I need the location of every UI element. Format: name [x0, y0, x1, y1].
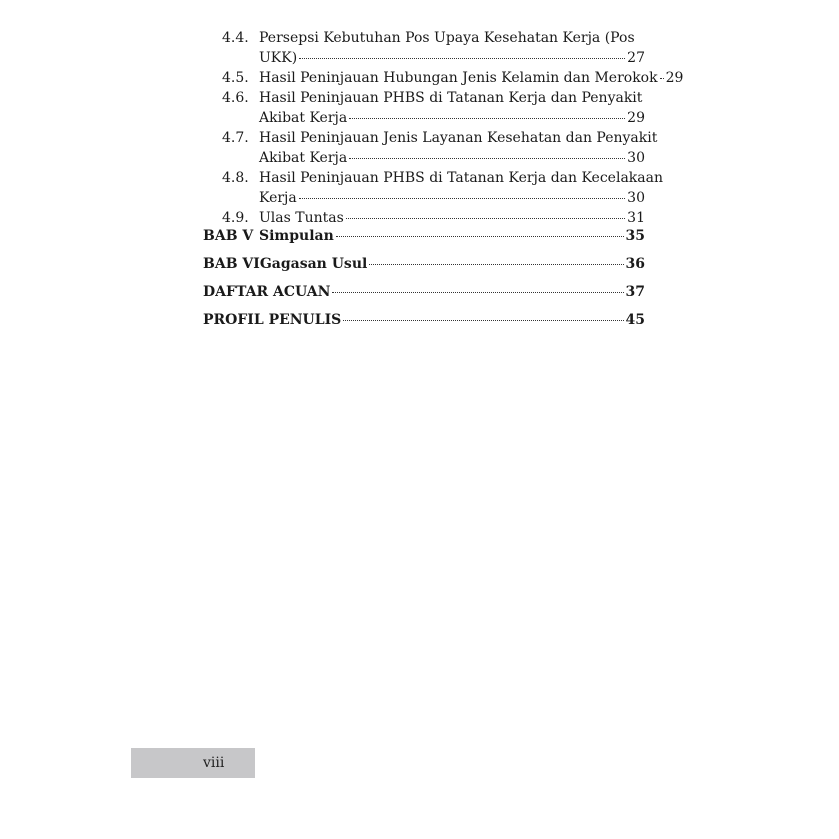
chapter-label: BAB VI: [203, 256, 260, 272]
toc-entry-4-4[interactable]: [203, 28, 645, 68]
chapter-title: Simpulan: [259, 228, 334, 244]
toc-entry-4-5[interactable]: [203, 68, 684, 88]
dot-leader: [336, 236, 624, 237]
page-number: 35: [625, 228, 645, 244]
section-title-line2: Akibat Kerja: [259, 110, 348, 126]
page-number: 30: [627, 150, 645, 166]
appendix-title: DAFTAR ACUAN: [203, 284, 331, 300]
footer-page-number: viii: [203, 755, 225, 771]
appendix-title: PROFIL PENULIS: [203, 312, 342, 328]
section-number: 4.6.: [222, 90, 249, 106]
section-title: Hasil Peninjauan Hubungan Jenis Kelamin dan Merokok: [259, 70, 658, 86]
section-title-line2: UKK): [259, 50, 298, 66]
section-number: 4.9.: [222, 210, 249, 226]
page-number: 27: [627, 50, 645, 66]
dot-leader: [343, 320, 623, 321]
chapter-label: BAB V: [203, 228, 254, 244]
toc-entry-4-6[interactable]: [203, 88, 645, 128]
dot-leader: [299, 198, 625, 199]
toc-entry-profil-penulis[interactable]: [203, 312, 645, 340]
toc-entry-4-8[interactable]: [203, 168, 663, 208]
dot-leader: [332, 292, 623, 293]
toc-entry-4-7[interactable]: [203, 128, 658, 168]
page-footer: [131, 748, 255, 778]
section-title-line1: Persepsi Kebutuhan Pos Upaya Kesehatan Kerja (Pos: [259, 30, 635, 46]
section-number: 4.8.: [222, 170, 249, 186]
section-title-line1: Hasil Peninjauan PHBS di Tatanan Kerja dan Kecelakaan: [259, 170, 663, 186]
page-number: 31: [627, 210, 645, 226]
section-title-line1: Hasil Peninjauan Jenis Layanan Kesehatan dan Penyakit: [259, 130, 658, 146]
dot-leader: [299, 58, 625, 59]
page-number: 45: [625, 312, 645, 328]
dot-leader: [349, 158, 625, 159]
section-number: 4.4.: [222, 30, 249, 46]
toc-entry-daftar-acuan[interactable]: [203, 284, 645, 312]
section-number: 4.5.: [222, 70, 249, 86]
page-number: 30: [627, 190, 645, 206]
toc-entry-bab-v[interactable]: [203, 228, 645, 256]
section-title-line2: Kerja: [259, 190, 297, 206]
page-number: 37: [625, 284, 645, 300]
toc-entry-4-9[interactable]: [203, 208, 645, 228]
section-title-line2: Akibat Kerja: [259, 150, 348, 166]
dot-leader: [346, 218, 625, 219]
page-number: 29: [627, 110, 645, 126]
dot-leader: [349, 118, 625, 119]
chapter-title: Gagasan Usul: [259, 256, 368, 272]
dot-leader: [369, 264, 623, 265]
toc-entry-bab-vi[interactable]: [203, 256, 645, 284]
dot-leader: [660, 78, 664, 79]
page-number: 29: [665, 70, 684, 86]
page-number: 36: [625, 256, 645, 272]
section-title-line1: Hasil Peninjauan PHBS di Tatanan Kerja dan Penyakit: [259, 90, 643, 106]
table-of-contents: [203, 28, 684, 340]
section-title: Ulas Tuntas: [259, 210, 344, 226]
section-number: 4.7.: [222, 130, 249, 146]
